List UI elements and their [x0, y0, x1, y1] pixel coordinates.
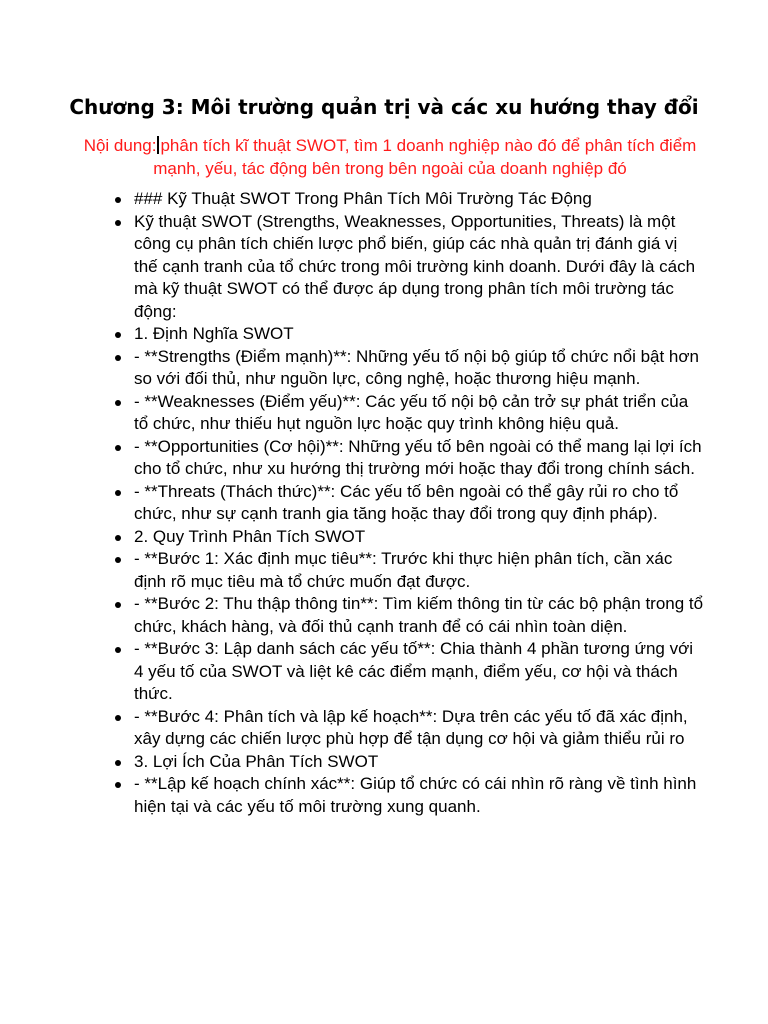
list-item: 2. Quy Trình Phân Tích SWOT: [134, 526, 704, 549]
content-label: Nội dung:: [83, 136, 157, 155]
list-item: - **Threats (Thách thức)**: Các yếu tố bên ngoài có thể gây rủi ro cho tổ chức, như sự cạnh tranh gia tăng hoặc thay đổi trong quy định pháp).: [134, 481, 704, 526]
list-item: 1. Định Nghĩa SWOT: [134, 323, 704, 346]
list-item: - **Bước 2: Thu thập thông tin**: Tìm kiếm thông tin từ các bộ phận trong tổ chức, khách hàng, và đối thủ cạnh tranh để có cái nhìn toàn diện.: [134, 593, 704, 638]
list-item: ### Kỹ Thuật SWOT Trong Phân Tích Môi Trường Tác Động: [134, 188, 704, 211]
list-item: - **Bước 1: Xác định mục tiêu**: Trước khi thực hiện phân tích, cần xác định rõ mục tiêu mà tổ chức muốn đạt được.: [134, 548, 704, 593]
bullet-list: [113, 188, 704, 818]
content-description[interactable]: [80, 134, 700, 180]
list-item: - **Lập kế hoạch chính xác**: Giúp tổ chức có cái nhìn rõ ràng về tình hình hiện tại và các yếu tố môi trường xung quanh.: [134, 773, 704, 818]
list-item: 3. Lợi Ích Của Phân Tích SWOT: [134, 751, 704, 774]
list-item: - **Strengths (Điểm mạnh)**: Những yếu tố nội bộ giúp tổ chức nổi bật hơn so với đối thủ, như nguồn lực, công nghệ, hoặc thương hiệu mạnh.: [134, 346, 704, 391]
document-title: Chương 3: Môi trường quản trị và các xu hướng thay đổi: [69, 95, 699, 119]
list-item: - **Weaknesses (Điểm yếu)**: Các yếu tố nội bộ cản trở sự phát triển của tổ chức, như thiếu hụt nguồn lực hoặc quy trình không hiệu quả.: [134, 391, 704, 436]
list-item: - **Opportunities (Cơ hội)**: Những yếu tố bên ngoài có thể mang lại lợi ích cho tổ chức, như xu hướng thị trường mới hoặc thay đổi trong chính sách.: [134, 436, 704, 481]
list-item: Kỹ thuật SWOT (Strengths, Weaknesses, Opportunities, Threats) là một công cụ phân tích chiến lược phổ biến, giúp các nhà quản trị đánh giá vị thế cạnh tranh của tổ chức trong môi trường kinh doanh. Dưới đây là cách mà kỹ thuật SWOT có thể được áp dụng trong phân tích môi trường tác động:: [134, 211, 704, 324]
list-item: - **Bước 3: Lập danh sách các yếu tố**: Chia thành 4 phần tương ứng với 4 yếu tố của SWOT và liệt kê các điểm mạnh, điểm yếu, cơ hội và thách thức.: [134, 638, 704, 706]
content-text: phân tích kĩ thuật SWOT, tìm 1 doanh nghiệp nào đó để phân tích điểm mạnh, yếu, tác động bên trong bên ngoài của doanh nghiệp đó: [153, 136, 697, 178]
list-item: - **Bước 4: Phân tích và lập kế hoạch**: Dựa trên các yếu tố đã xác định, xây dựng các chiến lược phù hợp để tận dụng cơ hội và giảm thiểu rủi ro: [134, 706, 704, 751]
